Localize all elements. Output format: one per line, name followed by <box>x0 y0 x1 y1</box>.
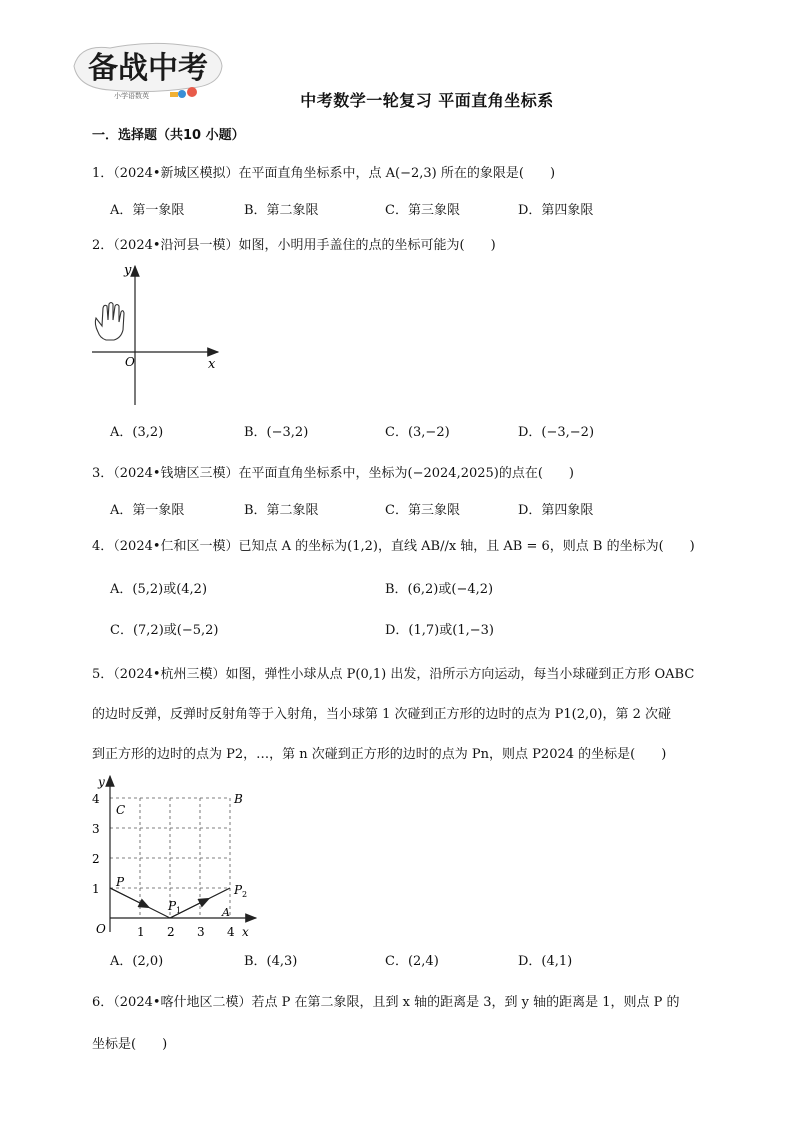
q5-option-b: B．(4,3) <box>244 954 298 969</box>
q5-label-p2-sub: 2 <box>242 890 248 899</box>
logo-title: 备战中考 <box>88 51 208 86</box>
logo-subtitle: 小学语数英 <box>114 92 149 100</box>
q5-label-c: C <box>116 803 126 817</box>
question-5-stem-line-3: 到正方形的边时的点为 P2，…，第 n 次碰到正方形的边时的点为 Pn，则点 P2024 的坐标是( ) <box>92 747 667 762</box>
question-6-stem-line-2: 坐标是( ) <box>92 1037 168 1052</box>
question-4-stem: 4．（2024•仁和区一模）已知点 A 的坐标为(1,2)，直线 AB//x 轴，且 AB = 6，则点 B 的坐标为( ) <box>92 539 695 554</box>
q5-y-label: y <box>98 775 105 789</box>
q5-x-tick-4: 4 <box>227 925 235 939</box>
q4-option-b: B．(6,2)或(−4,2) <box>385 582 494 597</box>
q5-x-tick-2: 2 <box>167 925 175 939</box>
q1-option-b: B．第二象限 <box>244 203 319 218</box>
question-5-stem-line-2: 的边时反弹，反弹时反射角等于入射角，当小球第 1 次碰到正方形的边时的点为 P1(2,0)，第 2 次碰 <box>92 707 672 722</box>
q5-y-tick-1: 1 <box>92 882 100 896</box>
q5-option-a: A．(2,0) <box>110 954 164 969</box>
q5-origin-label: O <box>96 922 106 936</box>
q1-option-a: A．第一象限 <box>110 203 185 218</box>
question-2-stem: 2．（2024•沿河县一模）如图，小明用手盖住的点的坐标可能为( ) <box>92 238 496 253</box>
q5-label-p1-sub: 1 <box>176 906 182 915</box>
q3-option-d: D．第四象限 <box>518 503 594 518</box>
question-5-stem-line-1: 5．（2024•杭州三模）如图，弹性小球从点 P(0,1) 出发，沿所示方向运动，每当小球碰到正方形 OABC <box>92 667 695 682</box>
q1-option-c: C．第三象限 <box>385 203 460 218</box>
q2-option-d: D．(−3,−2) <box>518 425 595 440</box>
q4-option-c: C．(7,2)或(−5,2) <box>110 623 219 638</box>
q2-figure <box>88 260 228 410</box>
q5-y-tick-2: 2 <box>92 852 100 866</box>
q5-x-tick-3: 3 <box>197 925 205 939</box>
q5-label-a: A <box>222 906 230 919</box>
question-1-stem: 1．（2024•新城区模拟）在平面直角坐标系中，点 A(−2,3) 所在的象限是( ) <box>92 166 556 181</box>
q2-option-c: C．(3,−2) <box>385 425 450 440</box>
q4-option-d: D．(1,7)或(1,−3) <box>385 623 494 638</box>
q5-label-p1: P <box>168 899 177 913</box>
page-title: 中考数学一轮复习 平面直角坐标系 <box>300 91 554 110</box>
q2-option-b: B．(−3,2) <box>244 425 309 440</box>
q1-option-d: D．第四象限 <box>518 203 594 218</box>
q2-y-label: y <box>124 263 132 278</box>
question-6-stem-line-1: 6．（2024•喀什地区二模）若点 P 在第二象限，且到 x 轴的距离是 3，到 y 轴的距离是 1，则点 P 的 <box>92 995 680 1010</box>
q3-option-c: C．第三象限 <box>385 503 460 518</box>
q5-label-b: B <box>234 792 243 806</box>
hand-icon <box>95 303 124 341</box>
q2-origin-label: O <box>125 355 135 369</box>
q5-option-d: D．(4,1) <box>518 954 573 969</box>
q5-x-label: x <box>242 925 249 939</box>
q3-option-b: B．第二象限 <box>244 503 319 518</box>
q5-path-arrow-1 <box>110 888 146 906</box>
q2-x-label: x <box>208 357 216 372</box>
q2-option-a: A．(3,2) <box>110 425 164 440</box>
q5-figure <box>86 770 266 940</box>
q4-option-a: A．(5,2)或(4,2) <box>110 582 208 597</box>
q5-y-tick-4: 4 <box>92 792 100 806</box>
section-heading: 一．选择题（共10 小题） <box>92 128 245 143</box>
q5-x-tick-1: 1 <box>137 925 145 939</box>
question-3-stem: 3．（2024•钱塘区三模）在平面直角坐标系中，坐标为(−2024,2025)的点在( ) <box>92 466 575 481</box>
q3-option-a: A．第一象限 <box>110 503 185 518</box>
q5-label-p: P <box>116 875 125 889</box>
q5-label-p2: P <box>234 883 243 897</box>
q5-option-c: C．(2,4) <box>385 954 439 969</box>
q5-y-tick-3: 3 <box>92 822 100 836</box>
